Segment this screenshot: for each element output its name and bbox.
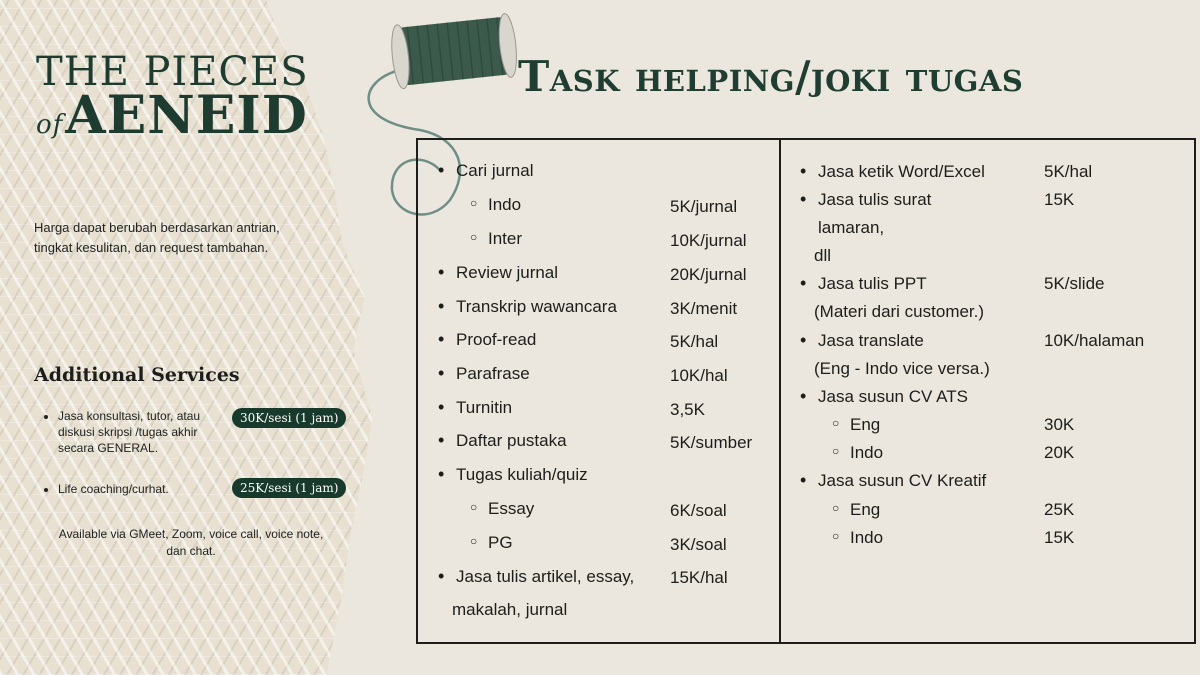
- right-item-label: • Jasa susun CV Kreatif: [818, 471, 986, 491]
- right-item-price: 15K: [1044, 528, 1075, 547]
- additional-item-2-price: 25K/sesi (1 jam): [232, 478, 346, 498]
- price-note: Harga dapat berubah berdasarkan antrian, tingkat kesulitan, dan request tambahan.: [34, 220, 280, 255]
- left-item-price: 15K/hal: [670, 568, 728, 587]
- price-table: [416, 138, 1196, 644]
- right-item-price: 5K/hal: [1044, 162, 1093, 181]
- brand-line1: THE PIECES: [36, 49, 309, 95]
- additional-item-1-price: 30K/sesi (1 jam): [232, 408, 346, 428]
- right-item-label: ○ Eng: [850, 500, 880, 520]
- left-item-price: 10K/jurnal: [670, 231, 747, 250]
- left-item-price: 3K/soal: [670, 535, 727, 554]
- left-item-price: 20K/jurnal: [670, 265, 747, 284]
- right-item-price: 20K: [1044, 443, 1075, 462]
- right-item-label: (Eng - Indo vice versa.): [814, 359, 990, 378]
- right-item-label: dll: [814, 246, 832, 265]
- left-item-label: ○ Essay: [488, 499, 534, 519]
- left-item-label: ○ Indo: [488, 195, 521, 215]
- left-item-label: • Transkrip wawancara: [456, 297, 617, 317]
- left-item-price: 10K/hal: [670, 366, 728, 385]
- left-item-price: 3,5K: [670, 400, 705, 419]
- left-item-label: ○ PG: [488, 533, 513, 553]
- left-item-label: • Daftar pustaka: [456, 431, 567, 451]
- right-item-label: ○ Eng: [850, 415, 880, 435]
- left-item-label: • Turnitin: [456, 398, 512, 418]
- left-item-label: ○ Inter: [488, 229, 522, 249]
- page-title: Task helping/joki tugas: [518, 52, 1024, 101]
- additional-services-title: Additional Services: [34, 364, 240, 386]
- left-item-label: makalah, jurnal: [452, 600, 568, 619]
- brand-of: of: [36, 110, 64, 140]
- left-item-label: • Jasa tulis artikel, essay,: [456, 567, 634, 587]
- right-item-label: ○ Indo: [850, 528, 883, 548]
- right-item-label: • Jasa susun CV ATS: [818, 387, 968, 407]
- right-item-label: • Jasa translate: [818, 331, 924, 351]
- left-item-price: 5K/hal: [670, 332, 719, 351]
- left-item-price: 6K/soal: [670, 501, 727, 520]
- right-item-price: 30K: [1044, 415, 1075, 434]
- left-item-price: 5K/sumber: [670, 433, 753, 452]
- right-item-price: 5K/slide: [1044, 274, 1105, 293]
- left-item-label: • Tugas kuliah/quiz: [456, 465, 588, 485]
- left-item-price: 5K/jurnal: [670, 197, 738, 216]
- left-item-label: • Review jurnal: [456, 263, 558, 283]
- additional-item-1-text: • Jasa konsultasi, tutor, atau diskusi skripsi /tugas akhir secara GENERAL.: [58, 408, 229, 456]
- right-item-label: (Materi dari customer.): [814, 302, 985, 321]
- right-item-label: lamaran,: [818, 218, 885, 237]
- right-item-label: • Jasa tulis PPT: [818, 274, 927, 294]
- right-item-label: • Jasa ketik Word/Excel: [818, 162, 985, 182]
- right-item-label: • Jasa tulis surat: [818, 190, 931, 210]
- right-item-price: 15K: [1044, 190, 1075, 209]
- right-item-price: 25K: [1044, 500, 1075, 519]
- left-item-label: • Cari jurnal: [456, 161, 533, 181]
- right-item-label: ○ Indo: [850, 443, 883, 463]
- left-item-label: • Parafrase: [456, 364, 530, 384]
- column-divider: [779, 140, 781, 642]
- brand-line2: AENEID: [65, 85, 308, 146]
- availability-note: Available via GMeet, Zoom, voice call, voice note, dan chat.: [58, 527, 324, 558]
- additional-item-2-text: • Life coaching/curhat.: [58, 481, 229, 497]
- left-item-price: 3K/menit: [670, 299, 738, 318]
- right-item-price: 10K/halaman: [1044, 331, 1145, 350]
- left-item-label: • Proof-read: [456, 330, 536, 350]
